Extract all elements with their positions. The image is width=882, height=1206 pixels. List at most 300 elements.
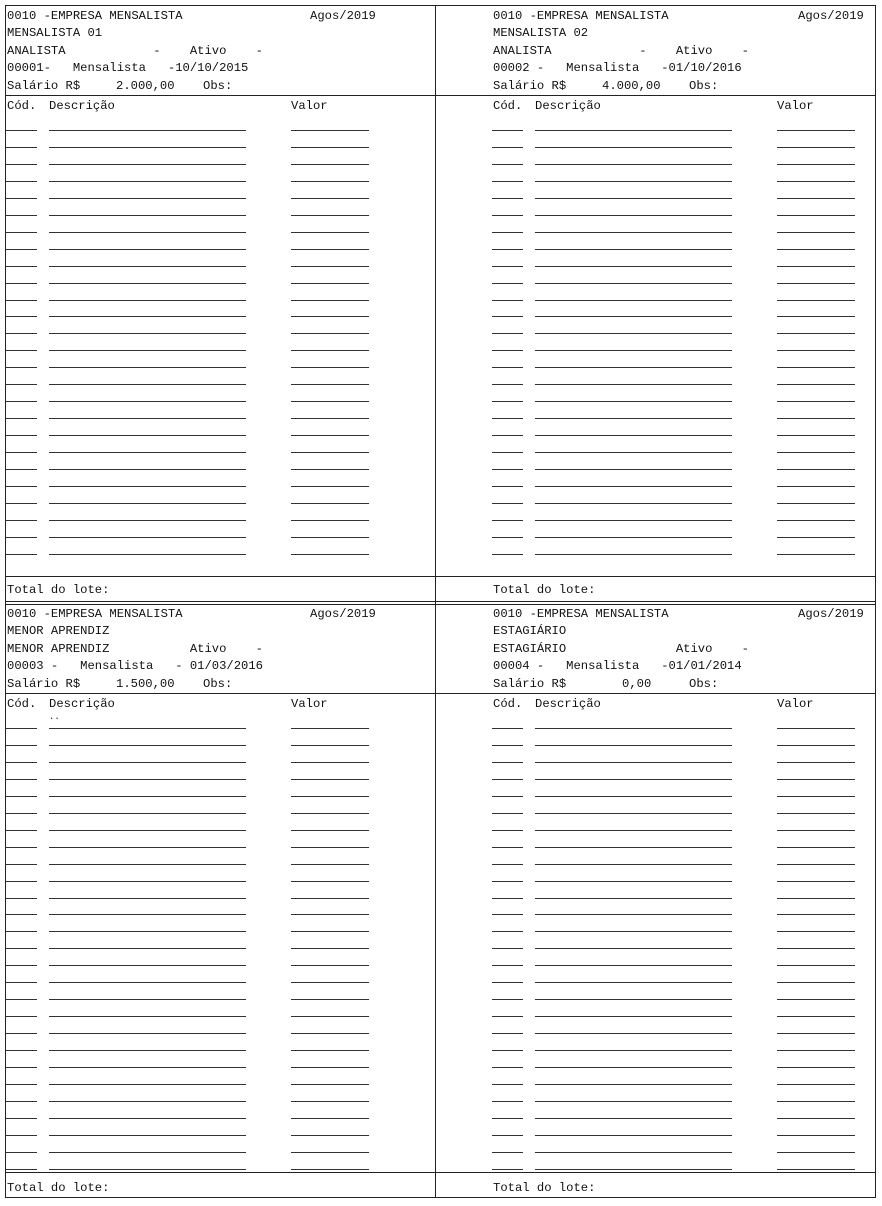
company-name: 0010 -EMPRESA MENSALISTA xyxy=(7,607,183,621)
reference-period: Agos/2019 xyxy=(310,607,376,621)
cod-blank-line xyxy=(6,384,37,385)
descricao-blank-line xyxy=(49,283,246,284)
valor-blank-line xyxy=(291,864,369,865)
obs-label: Obs: xyxy=(689,677,719,691)
cod-blank-line xyxy=(6,1152,37,1153)
descricao-blank-line xyxy=(535,147,732,148)
cod-blank-line xyxy=(492,520,523,521)
employee-registration: 00004 - Mensalista -01/01/2014 xyxy=(493,659,742,673)
valor-blank-line xyxy=(777,333,855,334)
cod-blank-line xyxy=(492,283,523,284)
cod-blank-line xyxy=(6,864,37,865)
valor-blank-line xyxy=(291,266,369,267)
descricao-blank-line xyxy=(535,1033,732,1034)
cod-blank-line xyxy=(6,1101,37,1102)
cod-blank-line xyxy=(492,130,523,131)
cod-blank-line xyxy=(492,418,523,419)
cod-blank-line xyxy=(492,452,523,453)
valor-blank-line xyxy=(291,316,369,317)
cod-blank-line xyxy=(492,898,523,899)
descricao-blank-line xyxy=(49,452,246,453)
descricao-blank-line xyxy=(49,486,246,487)
valor-blank-line xyxy=(291,830,369,831)
valor-blank-line xyxy=(777,1152,855,1153)
descricao-blank-line xyxy=(535,249,732,250)
descricao-blank-line xyxy=(535,1016,732,1017)
descricao-blank-line xyxy=(535,864,732,865)
salary-label: Salário R$ xyxy=(7,677,81,691)
cod-blank-line xyxy=(6,266,37,267)
valor-blank-line xyxy=(777,1101,855,1102)
valor-blank-line xyxy=(291,249,369,250)
cod-blank-line xyxy=(6,300,37,301)
cod-blank-line xyxy=(6,948,37,949)
cod-blank-line xyxy=(6,452,37,453)
valor-blank-line xyxy=(291,486,369,487)
cod-blank-line xyxy=(492,435,523,436)
valor-blank-line xyxy=(291,537,369,538)
valor-blank-line xyxy=(777,198,855,199)
valor-blank-line xyxy=(291,418,369,419)
cod-blank-line xyxy=(492,1050,523,1051)
descricao-blank-line xyxy=(49,469,246,470)
descricao-blank-line xyxy=(49,914,246,915)
cod-blank-line xyxy=(492,384,523,385)
cod-blank-line xyxy=(6,333,37,334)
cod-blank-line xyxy=(492,469,523,470)
salary-label: Salário R$ xyxy=(493,79,567,93)
descricao-blank-line xyxy=(49,266,246,267)
descricao-blank-line xyxy=(49,1152,246,1153)
valor-blank-line xyxy=(777,249,855,250)
descricao-blank-line xyxy=(49,435,246,436)
cod-blank-line xyxy=(492,999,523,1000)
cod-blank-line xyxy=(492,982,523,983)
valor-blank-line xyxy=(777,130,855,131)
valor-blank-line xyxy=(291,384,369,385)
col-header-cod: Cód. xyxy=(493,697,523,711)
descricao-blank-line xyxy=(49,401,246,402)
employee-name: ESTAGIÁRIO xyxy=(493,624,567,638)
cod-blank-line xyxy=(492,1084,523,1085)
valor-blank-line xyxy=(777,232,855,233)
employee-role-status: MENOR APRENDIZ Ativo - xyxy=(7,642,263,656)
valor-blank-line xyxy=(777,999,855,1000)
reference-period: Agos/2019 xyxy=(798,607,864,621)
descricao-blank-line xyxy=(49,1084,246,1085)
valor-blank-line xyxy=(777,350,855,351)
descricao-blank-line xyxy=(535,130,732,131)
valor-blank-line xyxy=(777,813,855,814)
cod-blank-line xyxy=(6,147,37,148)
cod-blank-line xyxy=(6,1118,37,1119)
valor-blank-line xyxy=(291,350,369,351)
cod-blank-line xyxy=(6,198,37,199)
valor-blank-line xyxy=(291,847,369,848)
batch-total-label: Total do lote: xyxy=(493,583,596,597)
batch-total-label: Total do lote: xyxy=(493,1181,596,1195)
valor-blank-line xyxy=(777,283,855,284)
obs-label: Obs: xyxy=(689,79,719,93)
valor-blank-line xyxy=(777,864,855,865)
descricao-blank-line xyxy=(49,728,246,729)
cod-blank-line xyxy=(492,350,523,351)
col-header-valor: Valor xyxy=(291,697,328,711)
cod-blank-line xyxy=(6,130,37,131)
cod-blank-line xyxy=(492,864,523,865)
valor-blank-line xyxy=(291,813,369,814)
descricao-blank-line xyxy=(535,486,732,487)
valor-blank-line xyxy=(777,520,855,521)
obs-label: Obs: xyxy=(203,677,233,691)
col-header-valor: Valor xyxy=(777,99,814,113)
descricao-blank-line xyxy=(535,316,732,317)
descricao-blank-line xyxy=(49,779,246,780)
valor-blank-line xyxy=(777,418,855,419)
reference-period: Agos/2019 xyxy=(798,9,864,23)
valor-blank-line xyxy=(291,130,369,131)
cod-blank-line xyxy=(6,999,37,1000)
cod-blank-line xyxy=(492,881,523,882)
valor-blank-line xyxy=(777,965,855,966)
valor-blank-line xyxy=(291,554,369,555)
cod-blank-line xyxy=(492,1101,523,1102)
descricao-blank-line xyxy=(49,316,246,317)
descricao-blank-line xyxy=(535,435,732,436)
cod-blank-line xyxy=(6,232,37,233)
valor-blank-line xyxy=(291,1152,369,1153)
salary-label: Salário R$ xyxy=(493,677,567,691)
descricao-blank-line xyxy=(49,1050,246,1051)
descricao-blank-line xyxy=(535,181,732,182)
col-header-descricao: Descrição xyxy=(49,697,115,711)
descricao-blank-line xyxy=(535,300,732,301)
reference-period: Agos/2019 xyxy=(310,9,376,23)
cod-blank-line xyxy=(6,401,37,402)
cod-blank-line xyxy=(6,1135,37,1136)
cod-blank-line xyxy=(6,982,37,983)
descricao-blank-line xyxy=(49,232,246,233)
cod-blank-line xyxy=(492,728,523,729)
descricao-blank-line xyxy=(535,333,732,334)
valor-blank-line xyxy=(777,1169,855,1170)
descricao-blank-line xyxy=(49,350,246,351)
col-header-valor: Valor xyxy=(291,99,328,113)
cod-blank-line xyxy=(6,796,37,797)
descricao-blank-line xyxy=(535,948,732,949)
descricao-blank-line xyxy=(49,965,246,966)
descricao-blank-line xyxy=(49,130,246,131)
cod-blank-line xyxy=(6,215,37,216)
descricao-blank-line xyxy=(535,965,732,966)
valor-blank-line xyxy=(291,367,369,368)
cod-blank-line xyxy=(6,554,37,555)
employee-registration: 00002 - Mensalista -01/10/2016 xyxy=(493,61,742,75)
valor-blank-line xyxy=(291,300,369,301)
descricao-blank-line xyxy=(49,384,246,385)
cod-blank-line xyxy=(6,1016,37,1017)
cod-blank-line xyxy=(6,898,37,899)
valor-blank-line xyxy=(291,1016,369,1017)
cod-blank-line xyxy=(492,486,523,487)
descricao-blank-line xyxy=(49,520,246,521)
col-header-descricao: Descrição xyxy=(49,99,115,113)
cod-blank-line xyxy=(6,503,37,504)
descricao-blank-line xyxy=(49,300,246,301)
cod-blank-line xyxy=(492,198,523,199)
descricao-blank-line xyxy=(535,198,732,199)
cod-blank-line xyxy=(6,350,37,351)
descricao-blank-line xyxy=(535,898,732,899)
row-1-total-divider xyxy=(6,576,875,577)
valor-blank-line xyxy=(291,452,369,453)
cod-blank-line xyxy=(492,813,523,814)
descricao-blank-line xyxy=(535,232,732,233)
descricao-blank-line xyxy=(49,999,246,1000)
salary-value: 2.000,00 xyxy=(116,79,175,93)
employee-role-status: ESTAGIÁRIO Ativo - xyxy=(493,642,749,656)
cod-blank-line xyxy=(492,300,523,301)
descricao-blank-line xyxy=(535,796,732,797)
cod-blank-line xyxy=(492,333,523,334)
cod-blank-line xyxy=(492,232,523,233)
descricao-blank-line xyxy=(49,147,246,148)
valor-blank-line xyxy=(291,745,369,746)
cod-blank-line xyxy=(6,537,37,538)
cod-blank-line xyxy=(492,401,523,402)
cod-blank-line xyxy=(6,1050,37,1051)
cod-blank-line xyxy=(492,931,523,932)
descricao-blank-line xyxy=(49,418,246,419)
col-header-descricao: Descrição xyxy=(535,99,601,113)
descricao-blank-line xyxy=(535,367,732,368)
cod-blank-line xyxy=(6,745,37,746)
descricao-blank-line xyxy=(49,796,246,797)
cod-blank-line xyxy=(492,147,523,148)
valor-blank-line xyxy=(777,164,855,165)
cod-blank-line xyxy=(492,762,523,763)
col-header-cod: Cód. xyxy=(7,697,37,711)
descricao-blank-line xyxy=(535,1152,732,1153)
cod-blank-line xyxy=(6,762,37,763)
descricao-blank-line xyxy=(535,931,732,932)
valor-blank-line xyxy=(291,796,369,797)
valor-blank-line xyxy=(777,728,855,729)
descricao-blank-line xyxy=(535,914,732,915)
col-header-descricao: Descrição xyxy=(535,697,601,711)
cod-blank-line xyxy=(6,367,37,368)
cod-blank-line xyxy=(492,537,523,538)
employee-registration: 00001- Mensalista -10/10/2015 xyxy=(7,61,249,75)
valor-blank-line xyxy=(291,982,369,983)
descricao-blank-line xyxy=(49,762,246,763)
descricao-blank-line xyxy=(535,384,732,385)
descricao-blank-line xyxy=(49,898,246,899)
card-3-header-divider xyxy=(6,693,875,694)
batch-total-label: Total do lote: xyxy=(7,1181,110,1195)
valor-blank-line xyxy=(291,215,369,216)
cod-blank-line xyxy=(492,1016,523,1017)
valor-blank-line xyxy=(291,881,369,882)
descricao-blank-line xyxy=(49,1016,246,1017)
descricao-blank-line xyxy=(535,779,732,780)
payroll-sheet xyxy=(5,5,876,1198)
valor-blank-line xyxy=(777,914,855,915)
valor-blank-line xyxy=(777,384,855,385)
descricao-blank-line xyxy=(535,503,732,504)
descricao-blank-line xyxy=(49,198,246,199)
cod-blank-line xyxy=(492,1135,523,1136)
valor-blank-line xyxy=(291,728,369,729)
descricao-blank-line xyxy=(535,266,732,267)
descricao-blank-line xyxy=(49,249,246,250)
cod-blank-line xyxy=(492,554,523,555)
valor-blank-line xyxy=(291,898,369,899)
cod-blank-line xyxy=(492,914,523,915)
cod-blank-line xyxy=(6,847,37,848)
col-header-cod: Cód. xyxy=(493,99,523,113)
valor-blank-line xyxy=(291,401,369,402)
salary-label: Salário R$ xyxy=(7,79,81,93)
cod-blank-line xyxy=(6,728,37,729)
valor-blank-line xyxy=(291,283,369,284)
cod-blank-line xyxy=(492,1152,523,1153)
employee-name: MENSALISTA 02 xyxy=(493,26,589,40)
cod-blank-line xyxy=(492,249,523,250)
valor-blank-line xyxy=(291,435,369,436)
descricao-blank-line xyxy=(49,537,246,538)
descricao-blank-line xyxy=(49,1067,246,1068)
row-divider xyxy=(6,601,875,602)
descricao-blank-line xyxy=(535,830,732,831)
descricao-blank-line xyxy=(535,999,732,1000)
valor-blank-line xyxy=(777,881,855,882)
descricao-blank-line xyxy=(535,1067,732,1068)
salary-value: 4.000,00 xyxy=(602,79,661,93)
descricao-blank-line xyxy=(535,401,732,402)
valor-blank-line xyxy=(777,779,855,780)
valor-blank-line xyxy=(777,948,855,949)
valor-blank-line xyxy=(777,762,855,763)
cod-blank-line xyxy=(6,520,37,521)
descricao-blank-line xyxy=(49,333,246,334)
cod-blank-line xyxy=(492,830,523,831)
valor-blank-line xyxy=(291,333,369,334)
cod-blank-line xyxy=(6,1033,37,1034)
valor-blank-line xyxy=(777,1067,855,1068)
valor-blank-line xyxy=(777,745,855,746)
valor-blank-line xyxy=(777,537,855,538)
cod-blank-line xyxy=(6,779,37,780)
cod-blank-line xyxy=(6,1169,37,1170)
descricao-blank-line xyxy=(49,881,246,882)
employee-role-status: ANALISTA - Ativo - xyxy=(493,44,749,58)
cod-blank-line xyxy=(6,1084,37,1085)
descricao-blank-line xyxy=(535,847,732,848)
descricao-blank-line xyxy=(535,215,732,216)
descricao-blank-line xyxy=(535,745,732,746)
cod-blank-line xyxy=(492,965,523,966)
valor-blank-line xyxy=(777,215,855,216)
cod-blank-line xyxy=(6,931,37,932)
descricao-blank-line xyxy=(535,418,732,419)
valor-blank-line xyxy=(777,452,855,453)
valor-blank-line xyxy=(291,164,369,165)
descricao-blank-line xyxy=(535,762,732,763)
descricao-blank-line xyxy=(49,181,246,182)
row-2-total-divider xyxy=(6,1172,875,1173)
valor-blank-line xyxy=(777,1118,855,1119)
valor-blank-line xyxy=(291,1033,369,1034)
valor-blank-line xyxy=(777,401,855,402)
valor-blank-line xyxy=(291,181,369,182)
descricao-blank-line xyxy=(49,1169,246,1170)
card-1-header-divider xyxy=(6,95,875,96)
cod-blank-line xyxy=(6,469,37,470)
cod-blank-line xyxy=(492,1067,523,1068)
cod-blank-line xyxy=(6,830,37,831)
cod-blank-line xyxy=(492,745,523,746)
cod-blank-line xyxy=(492,503,523,504)
descricao-blank-line xyxy=(535,452,732,453)
valor-blank-line xyxy=(777,300,855,301)
descricao-blank-line xyxy=(535,1084,732,1085)
valor-blank-line xyxy=(777,830,855,831)
valor-blank-line xyxy=(777,469,855,470)
blank-mark: .. xyxy=(49,712,60,722)
valor-blank-line xyxy=(777,503,855,504)
descricao-blank-line xyxy=(49,830,246,831)
batch-total-label: Total do lote: xyxy=(7,583,110,597)
descricao-blank-line xyxy=(535,350,732,351)
salary-value: 0,00 xyxy=(622,677,652,691)
cod-blank-line xyxy=(6,283,37,284)
descricao-blank-line xyxy=(49,164,246,165)
valor-blank-line xyxy=(777,931,855,932)
cod-blank-line xyxy=(6,435,37,436)
valor-blank-line xyxy=(291,147,369,148)
cod-blank-line xyxy=(6,164,37,165)
cod-blank-line xyxy=(492,316,523,317)
cod-blank-line xyxy=(6,486,37,487)
descricao-blank-line xyxy=(49,931,246,932)
cod-blank-line xyxy=(6,965,37,966)
valor-blank-line xyxy=(291,1169,369,1170)
valor-blank-line xyxy=(291,931,369,932)
descricao-blank-line xyxy=(535,164,732,165)
descricao-blank-line xyxy=(535,554,732,555)
valor-blank-line xyxy=(291,469,369,470)
cod-blank-line xyxy=(492,847,523,848)
valor-blank-line xyxy=(291,914,369,915)
descricao-blank-line xyxy=(535,881,732,882)
cod-blank-line xyxy=(492,1169,523,1170)
employee-role-status: ANALISTA - Ativo - xyxy=(7,44,263,58)
valor-blank-line xyxy=(777,982,855,983)
cod-blank-line xyxy=(6,181,37,182)
valor-blank-line xyxy=(291,198,369,199)
descricao-blank-line xyxy=(535,1118,732,1119)
descricao-blank-line xyxy=(49,982,246,983)
descricao-blank-line xyxy=(49,367,246,368)
valor-blank-line xyxy=(777,1135,855,1136)
employee-name: MENOR APRENDIZ xyxy=(7,624,110,638)
column-divider xyxy=(435,6,436,1197)
descricao-blank-line xyxy=(49,948,246,949)
cod-blank-line xyxy=(492,266,523,267)
cod-blank-line xyxy=(492,181,523,182)
valor-blank-line xyxy=(777,1084,855,1085)
